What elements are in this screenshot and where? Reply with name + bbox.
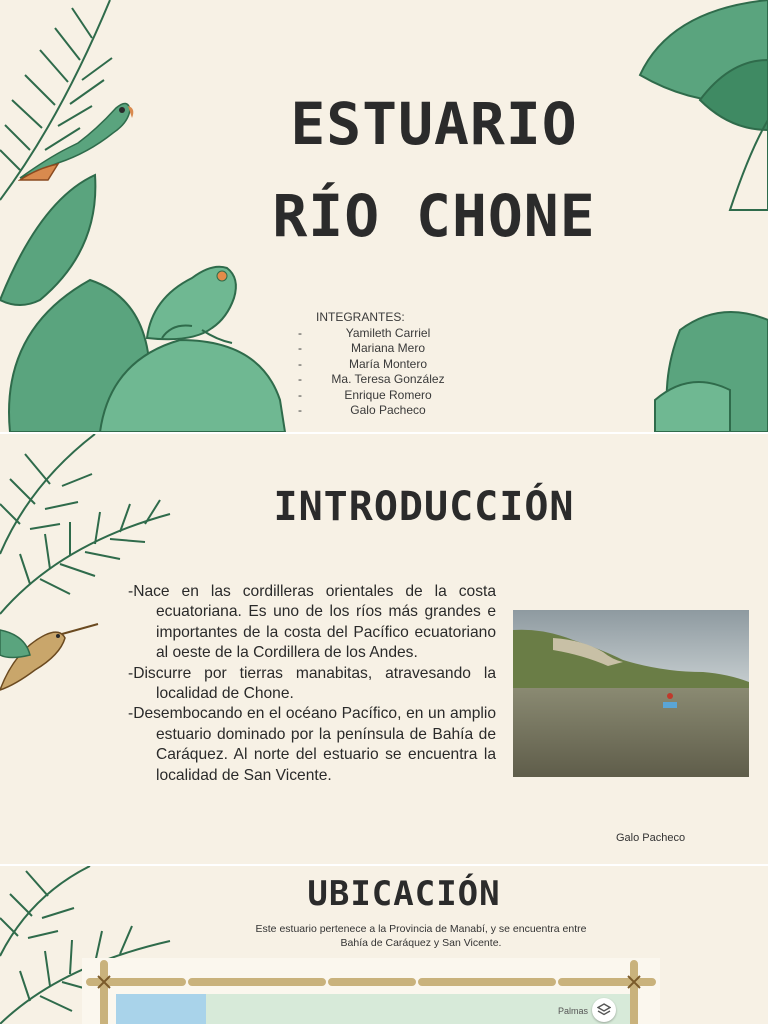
paragraph: -Discurre por tierras manabitas, atravesando la localidad de Chone. — [128, 664, 496, 703]
map-water-area — [116, 994, 206, 1024]
title-slide — [0, 0, 768, 432]
list-item — [280, 357, 460, 373]
location-description — [226, 922, 616, 950]
list-item — [280, 372, 460, 388]
bullet-dash: - — [298, 325, 302, 340]
bullet-dash: - — [298, 356, 302, 371]
members-header: INTEGRANTES: — [316, 310, 405, 324]
list-item — [280, 403, 460, 419]
introduction-body — [128, 582, 496, 786]
member-name: Enrique Romero — [344, 387, 432, 402]
list-item — [280, 326, 460, 342]
introduction-slide — [0, 434, 768, 864]
hummingbird-icon — [0, 610, 100, 700]
slide-title: UBICACIÓN — [307, 874, 501, 914]
list-item — [280, 341, 460, 357]
description-line-1: Este estuario pertenece a la Provincia de Manabí, y se encuentra entre — [255, 923, 587, 935]
member-name: Mariana Mero — [350, 341, 426, 355]
photo-credit: Galo Pacheco — [616, 832, 686, 844]
bullet-dash: - — [298, 387, 302, 402]
member-name: Yamileth Carriel — [345, 325, 431, 340]
list-item — [280, 388, 460, 404]
presentation-title — [50, 78, 768, 262]
location-slide — [0, 866, 768, 1024]
slide-title: INTRODUCCIÓN — [273, 484, 575, 530]
bullet-dash: - — [298, 403, 302, 417]
paragraph: -Nace en las cordilleras orientales de la costa ecuatoriana. Es uno de los ríos más grandes e importantes de la costa del Pacífico ecuatoriano al oeste de la Cordillera de los Andes. — [128, 583, 496, 662]
map-frame — [82, 958, 660, 1024]
location-map[interactable] — [116, 994, 630, 1024]
member-name: María Montero — [348, 356, 428, 371]
member-name: Galo Pacheco — [350, 403, 426, 417]
paragraph: -Desembocando en el océano Pacífico, en un amplio estuario dominado por la península de Bahía de Caráquez. Al norte del estuario se encuentra la localidad de San Vicente. — [128, 705, 496, 784]
members-list — [280, 310, 460, 419]
map-place-label: Palmas — [558, 1006, 589, 1016]
frog-icon — [142, 258, 242, 348]
layers-icon[interactable] — [592, 998, 616, 1022]
member-name: Ma. Teresa González — [331, 372, 445, 386]
bullet-dash: - — [298, 341, 302, 355]
description-line-2: Bahía de Caráquez y San Vicente. — [340, 937, 502, 949]
title-line-1: ESTUARIO — [290, 90, 578, 158]
title-line-2: RÍO CHONE — [272, 182, 596, 250]
bullet-dash: - — [298, 372, 302, 386]
estuary-photo — [513, 610, 749, 777]
